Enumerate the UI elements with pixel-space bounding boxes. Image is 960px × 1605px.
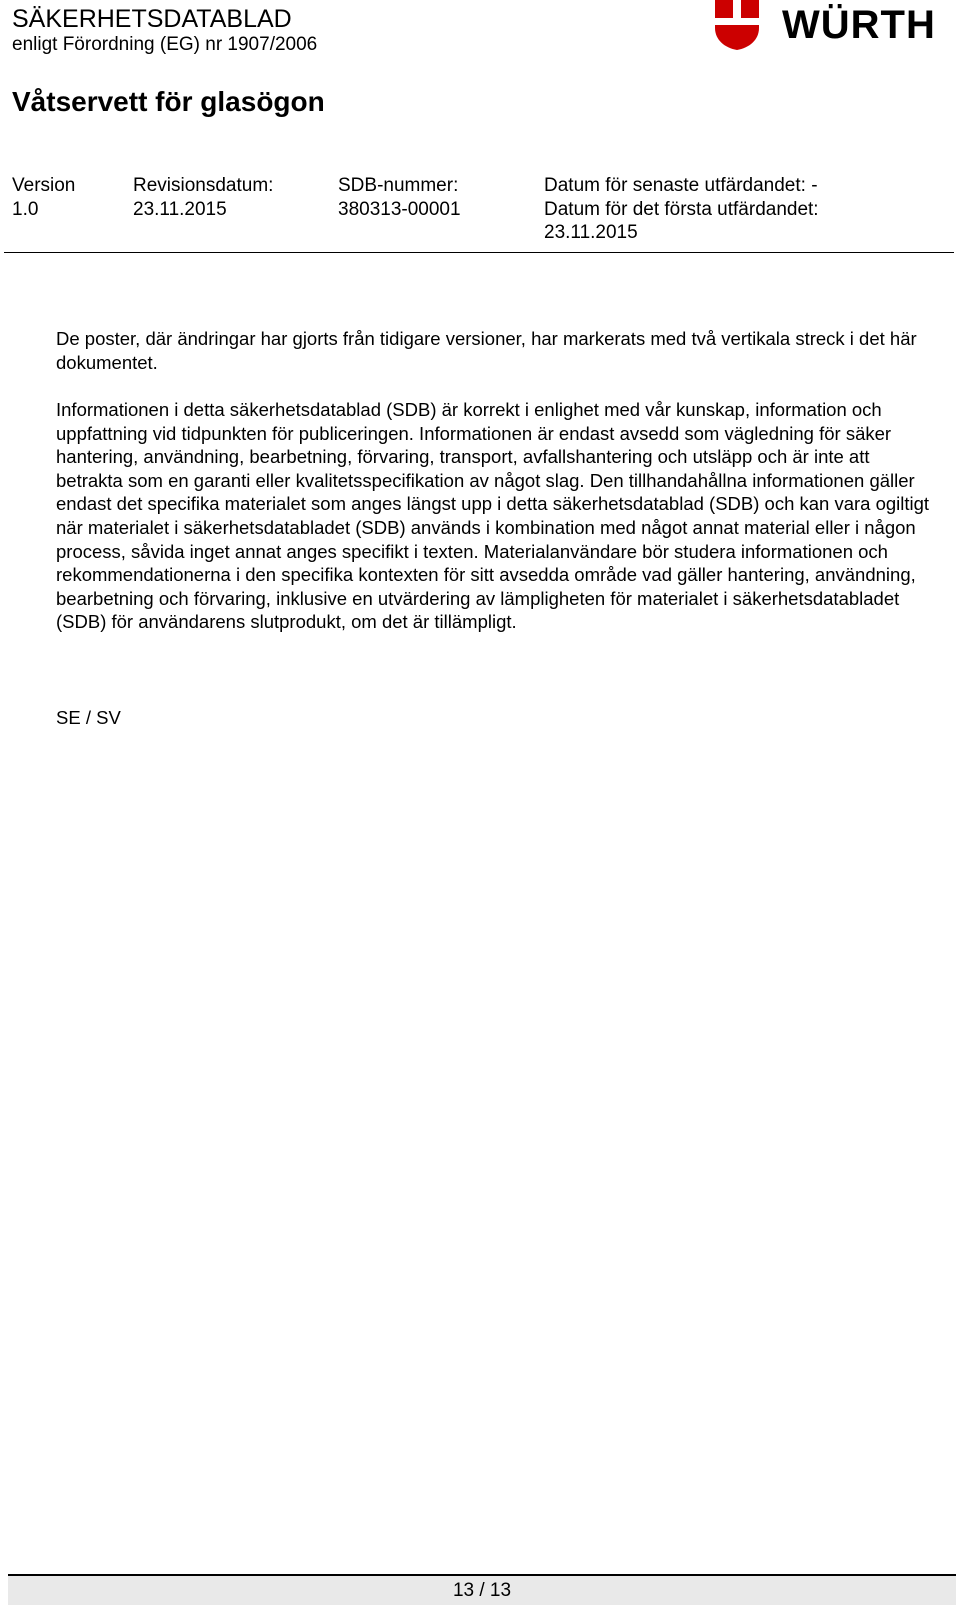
revision-block bbox=[133, 174, 273, 221]
sdb-number-value: 380313-00001 bbox=[338, 198, 461, 220]
page-number: 13 / 13 bbox=[452, 1580, 512, 1601]
header-divider bbox=[4, 252, 954, 253]
last-issued-line: Datum för senaste utfärdandet: - bbox=[544, 175, 818, 196]
sdb-number-block bbox=[338, 174, 461, 221]
version-block bbox=[12, 174, 75, 221]
revision-label: Revisionsdatum: bbox=[133, 175, 274, 196]
revision-note-paragraph: De poster, där ändringar har gjorts från tidigare versioner, har markerats med två vertikala streck i det här dokumentet. bbox=[56, 328, 917, 373]
document-type-title: SÄKERHETSDATABLAD bbox=[12, 5, 292, 33]
wurth-wordmark: WÜRTH bbox=[782, 3, 936, 47]
issue-dates-block bbox=[544, 174, 819, 245]
wurth-logo bbox=[730, 0, 954, 52]
first-issued-label: Datum för det första utfärdandet: bbox=[544, 198, 819, 220]
product-title: Våtservett för glasögon bbox=[12, 86, 325, 117]
version-value: 1.0 bbox=[12, 198, 39, 220]
disclaimer-paragraph: Informationen i detta säkerhetsdatablad (SDB) är korrekt i enlighet med vår kunskap, information och uppfattning vid tidpunkten för publiceringen. Informationen är endast avsedd som vägledning för säker hantering, användning, bearbetning, förvaring, transport, avfallshantering och utsläpp och är inte att betrakta som en garanti eller kvalitetsspecifikation av något slag. Den tillhandahållna informationen gäller endast det specifika materialet som anges längst upp i detta säkerhetsdatablad (SDB) och kan vara ogiltigt när materialet i säkerhetsdatabladet (SDB) används i kombination med något annat material eller i någon process, såvida inget annat anges specifikt i texten. Materialanvändare bör studera informationen och rekommendationerna i den specifika kontexten för sitt avsedda område vad gäller hantering, användning, bearbetning och förvaring, inklusive en utvärdering av lämpligheten för materialet i säkerhetsdatabladet (SDB) för användarens slutprodukt, om det är tillämpligt. bbox=[56, 399, 930, 633]
sdb-number-label: SDB-nummer: bbox=[338, 175, 459, 196]
version-label: Version bbox=[12, 175, 76, 196]
regulation-subtitle: enligt Förordning (EG) nr 1907/2006 bbox=[12, 34, 318, 55]
region-code: SE / SV bbox=[56, 707, 121, 728]
wurth-shield-icon bbox=[714, 0, 760, 50]
revision-value: 23.11.2015 bbox=[133, 198, 227, 220]
first-issued-value: 23.11.2015 bbox=[544, 222, 638, 243]
